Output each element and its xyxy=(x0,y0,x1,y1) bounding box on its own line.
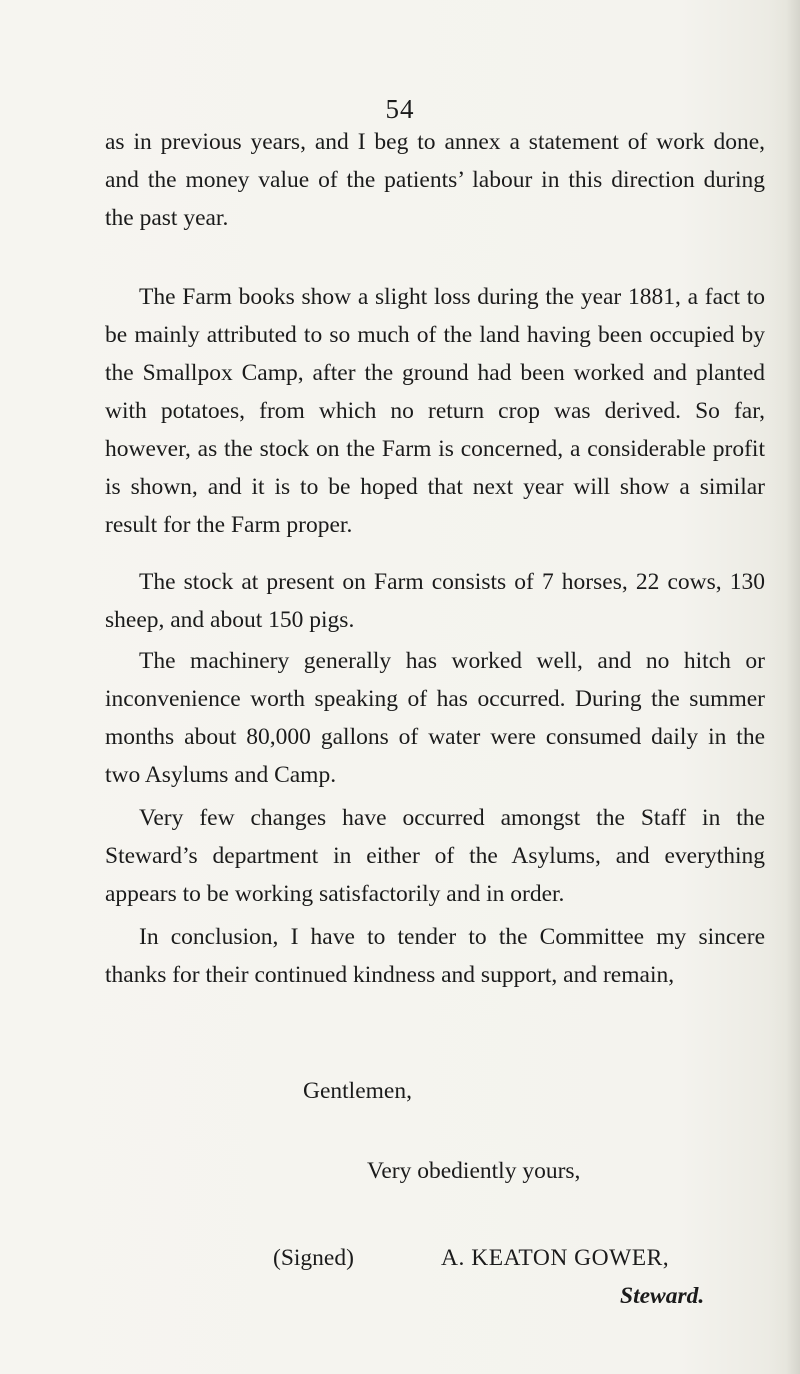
signature-line xyxy=(0,1239,800,1277)
signatory-name: A. KEATON GOWER, xyxy=(441,1245,670,1271)
paragraph-continuation: as in previous years, and I beg to annex a statement of work done, and the money value of the patients’ labour in this direction during the past year. xyxy=(105,129,765,231)
paragraph-farm-stock: The stock at present on Farm consists of 7 horses, 22 cows, 130 sheep, and about 150 pigs. xyxy=(105,569,765,633)
paragraph-farm-books: The Farm books show a slight loss during the year 1881, a fact to be mainly attributed to so much of the land having been occupied by the Smallpox Camp, after the ground had been worked and planted with potatoes, from which no return crop was derived. So far, however, as the stock on the Farm is concerned, a considerable profit is shown, and it is to be hoped that next year will show a similar result for the Farm proper. xyxy=(105,284,765,538)
signed-label: (Signed) xyxy=(273,1245,354,1271)
page-edge-shadow xyxy=(786,0,800,1374)
paragraph-machinery: The machinery generally has worked well, and no hitch or inconvenience worth speaking of has occurred. During the summer months about 80,000 gallons of water were consumed daily in the two Asylums and Camp. xyxy=(105,648,765,788)
paragraph-staff-changes: Very few changes have occurred amongst the Staff in the Steward’s department in either of the Asylums, and everything appears to be working satisfactorily and in order. xyxy=(105,805,765,907)
salutation: Gentlemen, xyxy=(303,1078,412,1104)
paragraph-conclusion: In conclusion, I have to tender to the Committee my sincere thanks for their continued kindness and support, and remain, xyxy=(105,924,765,988)
signatory-title: Steward. xyxy=(620,1283,705,1309)
page-number: 54 xyxy=(385,94,415,124)
valediction: Very obediently yours, xyxy=(367,1158,581,1184)
